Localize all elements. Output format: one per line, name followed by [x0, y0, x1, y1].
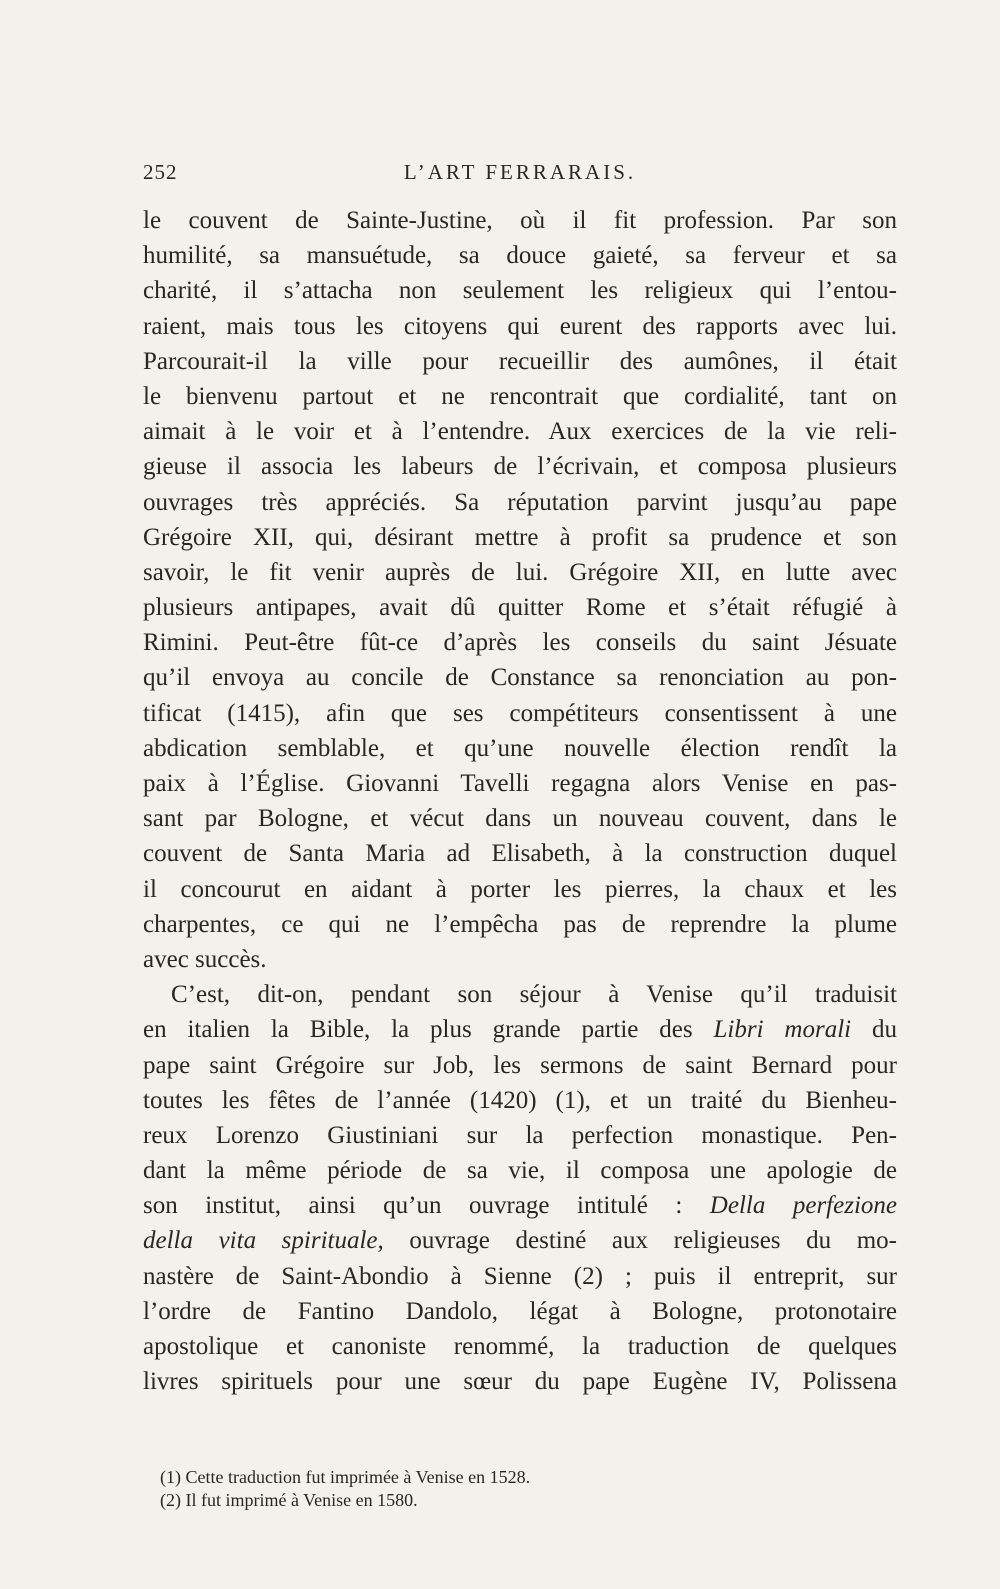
text-line: raient, mais tous les citoyens qui eurent des rapports avec lui. — [143, 312, 897, 340]
text-line: charpentes, ce qui ne l’empêcha pas de reprendre la plume — [143, 910, 897, 938]
text-line: aimait à le voir et à l’entendre. Aux exercices de la vie reli- — [143, 418, 897, 446]
text-run: du — [851, 1016, 897, 1044]
text-line: nastère de Saint-Abondio à Sienne (2) ; puis il entreprit, sur — [143, 1262, 897, 1290]
text-line: Rimini. Peut-être fût-ce d’après les conseils du saint Jésuate — [143, 629, 897, 657]
italic-title: Libri morali — [713, 1016, 852, 1044]
text-line: l’ordre de Fantino Dandolo, légat à Bologne, protonotaire — [143, 1297, 897, 1325]
body-text — [143, 203, 897, 1399]
text-line: C’est, dit-on, pendant son séjour à Venise qu’il traduisit — [171, 981, 897, 1009]
text-line: reux Lorenzo Giustiniani sur la perfection monastique. Pen- — [143, 1121, 897, 1149]
running-header — [143, 160, 897, 190]
text-line: tificat (1415), afin que ses compétiteurs consentissent à une — [143, 699, 897, 727]
text-line: sant par Bologne, et vécut dans un nouveau couvent, dans le — [143, 805, 897, 833]
text-line: abdication semblable, et qu’une nouvelle élection rendît la — [143, 734, 897, 762]
footnotes — [160, 1466, 880, 1512]
text-line: avec succès. — [143, 945, 267, 973]
text-line: paix à l’Église. Giovanni Tavelli regagna alors Venise en pas- — [143, 770, 897, 797]
text-line: qu’il envoya au concile de Constance sa renonciation au pon- — [143, 664, 897, 692]
text-line: Parcourait-il la ville pour recueillir des aumônes, il était — [143, 347, 897, 375]
text-line — [143, 1223, 897, 1258]
text-line: gieuse il associa les labeurs de l’écrivain, et composa plusieurs — [143, 453, 897, 481]
italic-title: Della perfezione — [709, 1192, 897, 1220]
text-line: pape saint Grégoire sur Job, les sermons de saint Bernard pour — [143, 1051, 897, 1079]
text-line: Grégoire XII, qui, désirant mettre à profit sa prudence et son — [143, 523, 897, 551]
text-run: en italien la Bible, la plus grande partie des — [143, 1016, 714, 1044]
text-line: plusieurs antipapes, avait dû quitter Rome et s’était réfugié à — [143, 594, 897, 622]
text-line: le bienvenu partout et ne rencontrait que cordialité, tant on — [143, 382, 897, 410]
text-line: savoir, le fit venir auprès de lui. Grégoire XII, en lutte avec — [143, 558, 897, 586]
italic-title: della vita spirituale, — [143, 1227, 384, 1255]
footnote: (1) Cette traduction fut imprimée à Venise en 1528. — [160, 1467, 531, 1487]
text-run: son institut, ainsi qu’un ouvrage intitulé : — [143, 1192, 710, 1220]
footnote: (2) Il fut imprimé à Venise en 1580. — [160, 1490, 418, 1510]
text-line: charité, il s’attacha non seulement les religieux qui l’entou- — [143, 277, 897, 305]
text-line: toutes les fêtes de l’année (1420) (1), et un traité du Bienheu- — [143, 1086, 897, 1114]
text-line: le couvent de Sainte-Justine, où il fit profession. Par son — [143, 207, 897, 234]
text-line: ouvrages très appréciés. Sa réputation parvint jusqu’au pape — [143, 488, 897, 516]
text-line: couvent de Santa Maria ad Elisabeth, à la construction duquel — [143, 840, 897, 868]
text-line: humilité, sa mansuétude, sa douce gaieté, sa ferveur et sa — [143, 242, 897, 270]
text-line — [143, 1188, 897, 1223]
text-line: il concourut en aidant à porter les pierres, la chaux et les — [143, 875, 897, 903]
text-line — [143, 1012, 897, 1047]
text-run: ouvrage destiné aux religieuses du mo- — [383, 1227, 897, 1255]
text-line: livres spirituels pour une sœur du pape Eugène IV, Polissena — [143, 1368, 897, 1396]
text-line: dant la même période de sa vie, il composa une apologie de — [143, 1157, 897, 1185]
page-number: 252 — [143, 160, 178, 184]
running-title: L’ART FERRARAIS. — [403, 160, 637, 184]
text-line: apostolique et canoniste renommé, la traduction de quelques — [143, 1333, 897, 1360]
